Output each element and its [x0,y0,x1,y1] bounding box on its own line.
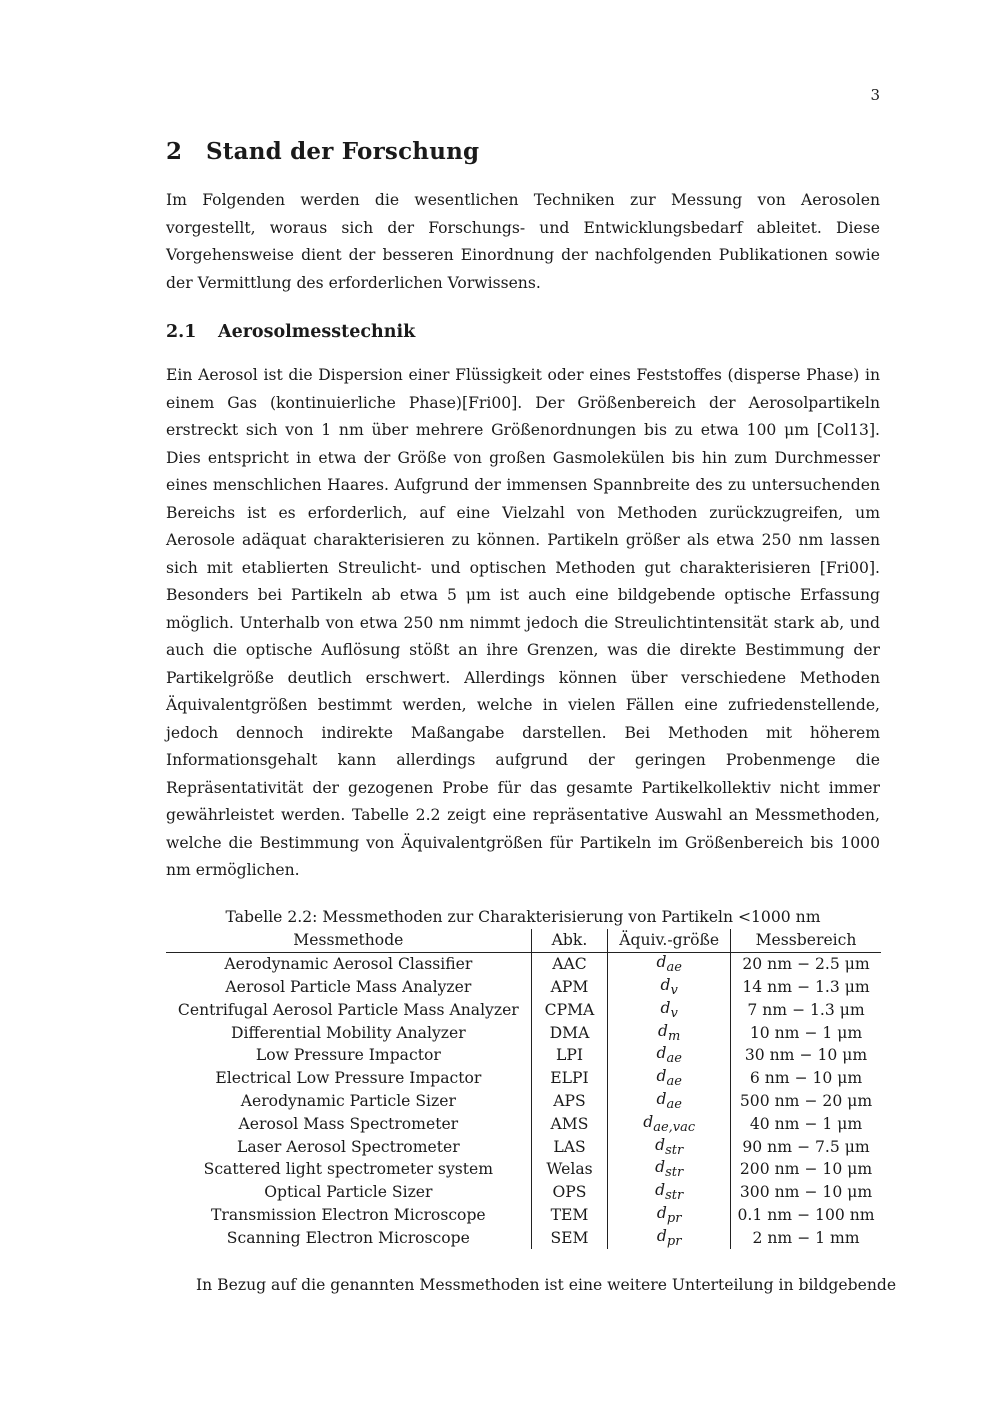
symbol-subscript: str [665,1142,684,1158]
cell-abbreviation: CPMA [531,998,608,1021]
cell-equivalent-size [608,1204,731,1227]
cell-method: Scanning Electron Microscope [166,1226,531,1249]
trailing-text: In Bezug auf die genannten Messmethoden ist eine weitere Unterteilung in bildgebende [196,1276,897,1294]
symbol-subscript: v [670,983,678,999]
cell-equivalent-size [608,1090,731,1113]
body-paragraph: Ein Aerosol ist die Dispersion einer Flüssigkeit oder eines Feststoffes (disperse Phase) in einem Gas (kontinuierliche Phase)[Fri00]. Der Größenbereich der Aerosolpartikeln erstreckt sich von 1 nm über mehrere Größenordnungen bis zu etwa 100 μm [Col13]. Dies entspricht in etwa der Größe von großen Gasmolekülen bis hin zum Durchmesser eines menschlichen Haares. Aufgrund der immensen Spannbreite des zu untersuchenden Bereichs ist es erforderlich, auf eine Vielzahl von Methoden zurückzugreifen, um Aerosole adäquat charakterisieren zu können. Partikeln größer als etwa 250 nm lassen sich mit etablierten Streulicht- und optischen Methoden gut charakterisieren [Fri00]. Besonders bei Partikeln ab etwa 5 μm ist auch eine bildgebende optische Erfassung möglich. Unterhalb von etwa 250 nm nimmt jedoch die Streulichtintensität stark ab, und auch die optische Auflösung stößt an ihre Grenzen, was die direkte Bestimmung der Partikelgröße deutlich erschwert. Allerdings können über verschiedene Methoden Äquivalentgrößen bestimmt werden, welche in vielen Fällen eine zufriedenstellende, jedoch dennoch indirekte Maßangabe darstellen. Bei Methoden mit höherem Informationsgehalt kann allerdings aufgrund der geringen Probenmenge die Repräsentativität der gezogenen Probe für das gesamte Partikelkollektiv nicht immer gewährleistet werden. Tabelle 2.2 zeigt eine repräsentative Auswahl an Messmethoden, welche die Bestimmung von Äquivalentgrößen für Partikeln im Größenbereich bis 1000 nm ermöglichen. [166,366,880,879]
cell-abbreviation: OPS [531,1181,608,1204]
symbol-subscript: ae [666,1074,682,1090]
header-abbreviation: Abk. [531,929,608,952]
page-number: 3 [870,86,880,104]
cell-abbreviation: ELPI [531,1067,608,1090]
cell-abbreviation: DMA [531,1021,608,1044]
cell-measuring-range: 6 nm − 10 μm [749,1069,863,1088]
symbol: d [656,1089,667,1108]
section-heading [166,138,479,165]
cell-measuring-range: 20 nm − 2.5 μm [742,955,870,974]
symbol-subscript: ae,vac [653,1119,696,1135]
table-caption: Tabelle 2.2: Messmethoden zur Charakterisierung von Partikeln <1000 nm [225,908,821,926]
header-measuring-range: Messbereich [731,929,881,952]
cell-method: Optical Particle Sizer [166,1181,531,1204]
cell-method: Low Pressure Impactor [166,1044,531,1067]
symbol: d [643,1112,654,1131]
cell-equivalent-size [608,1067,731,1090]
symbol: d [660,998,671,1017]
cell-measuring-range: 10 nm − 1 μm [749,1023,863,1042]
cell-method: Centrifugal Aerosol Particle Mass Analyzer [166,998,531,1021]
symbol: d [655,1135,666,1154]
table-header-row [166,929,881,952]
cell-measuring-range: 7 nm − 1.3 μm [747,1000,865,1019]
cell-equivalent-size [608,952,731,975]
table-row [166,1067,881,1090]
cell-abbreviation: AMS [531,1112,608,1135]
symbol: d [660,975,671,994]
table-row [166,1090,881,1113]
table-row [166,1021,881,1044]
cell-measuring-range: 200 nm − 10 μm [739,1160,873,1179]
cell-abbreviation: APM [531,976,608,999]
cell-method: Aerosol Mass Spectrometer [166,1112,531,1135]
cell-method: Laser Aerosol Spectrometer [166,1135,531,1158]
cell-equivalent-size [608,1044,731,1067]
symbol-subscript: str [665,1188,684,1204]
cell-measuring-range: 30 nm − 10 μm [744,1046,868,1065]
cell-method: Aerosol Particle Mass Analyzer [166,976,531,999]
table-row [166,1181,881,1204]
cell-abbreviation: Welas [531,1158,608,1181]
subsection-heading [166,322,415,342]
cell-equivalent-size [608,1226,731,1249]
table-row [166,1135,881,1158]
symbol-subscript: pr [666,1211,682,1227]
table-row [166,998,881,1021]
symbol: d [656,1226,667,1245]
header-method: Messmethode [166,929,531,952]
cell-equivalent-size [608,1135,731,1158]
header-equivalent-size: Äquiv.-größe [608,929,731,952]
cell-measuring-range: 40 nm − 1 μm [749,1114,863,1133]
cell-measuring-range: 2 nm − 1 mm [752,1228,860,1247]
symbol: d [656,1044,667,1063]
cell-method: Aerodynamic Particle Sizer [166,1090,531,1113]
table-row [166,952,881,975]
table-row [166,1204,881,1227]
cell-measuring-range: 300 nm − 10 μm [739,1183,873,1202]
symbol-subscript: m [668,1028,681,1044]
measurement-methods-table [166,929,881,1249]
symbol: d [656,953,667,972]
table-row [166,976,881,999]
section-title: Stand der Forschung [206,138,480,165]
symbol-subscript: ae [666,1097,682,1113]
symbol-subscript: ae [666,960,682,976]
cell-measuring-range: 14 nm − 1.3 μm [742,977,870,996]
cell-abbreviation: APS [531,1090,608,1113]
table-row [166,1112,881,1135]
cell-equivalent-size [608,1021,731,1044]
cell-measuring-range: 500 nm − 20 μm [739,1091,873,1110]
subsection-title: Aerosolmesstechnik [218,322,416,342]
symbol: d [655,1158,666,1177]
cell-method: Differential Mobility Analyzer [166,1021,531,1044]
table-row [166,1044,881,1067]
table-row [166,1226,881,1249]
cell-abbreviation: LAS [531,1135,608,1158]
section-number: 2 [166,138,183,165]
symbol: d [655,1181,666,1200]
cell-method: Scattered light spectrometer system [166,1158,531,1181]
cell-abbreviation: AAC [531,952,608,975]
cell-method: Aerodynamic Aerosol Classifier [166,952,531,975]
cell-abbreviation: LPI [531,1044,608,1067]
table-row [166,1158,881,1181]
table-body [166,952,881,1249]
subsection-number: 2.1 [166,322,197,342]
cell-equivalent-size [608,976,731,999]
cell-equivalent-size [608,1112,731,1135]
cell-equivalent-size [608,1158,731,1181]
cell-method: Transmission Electron Microscope [166,1204,531,1227]
cell-equivalent-size [608,998,731,1021]
intro-paragraph: Im Folgenden werden die wesentlichen Techniken zur Messung von Aerosolen vorgestellt, woraus sich der Forschungs- und Entwicklungsbedarf ableitet. Diese Vorgehensweise dient der besseren Einordnung der nachfolgenden Publikationen sowie der Vermittlung des erforderlichen Vorwissens. [166,191,880,292]
cell-method: Electrical Low Pressure Impactor [166,1067,531,1090]
symbol-subscript: str [665,1165,684,1181]
cell-abbreviation: TEM [531,1204,608,1227]
symbol-subscript: pr [666,1233,682,1249]
cell-abbreviation: SEM [531,1226,608,1249]
symbol: d [656,1067,667,1086]
symbol-subscript: v [670,1005,678,1021]
symbol: d [658,1021,668,1040]
symbol-subscript: ae [666,1051,682,1067]
symbol: d [656,1203,667,1222]
cell-measuring-range: 90 nm − 7.5 μm [742,1137,870,1156]
cell-equivalent-size [608,1181,731,1204]
cell-measuring-range: 0.1 nm − 100 nm [737,1205,875,1224]
